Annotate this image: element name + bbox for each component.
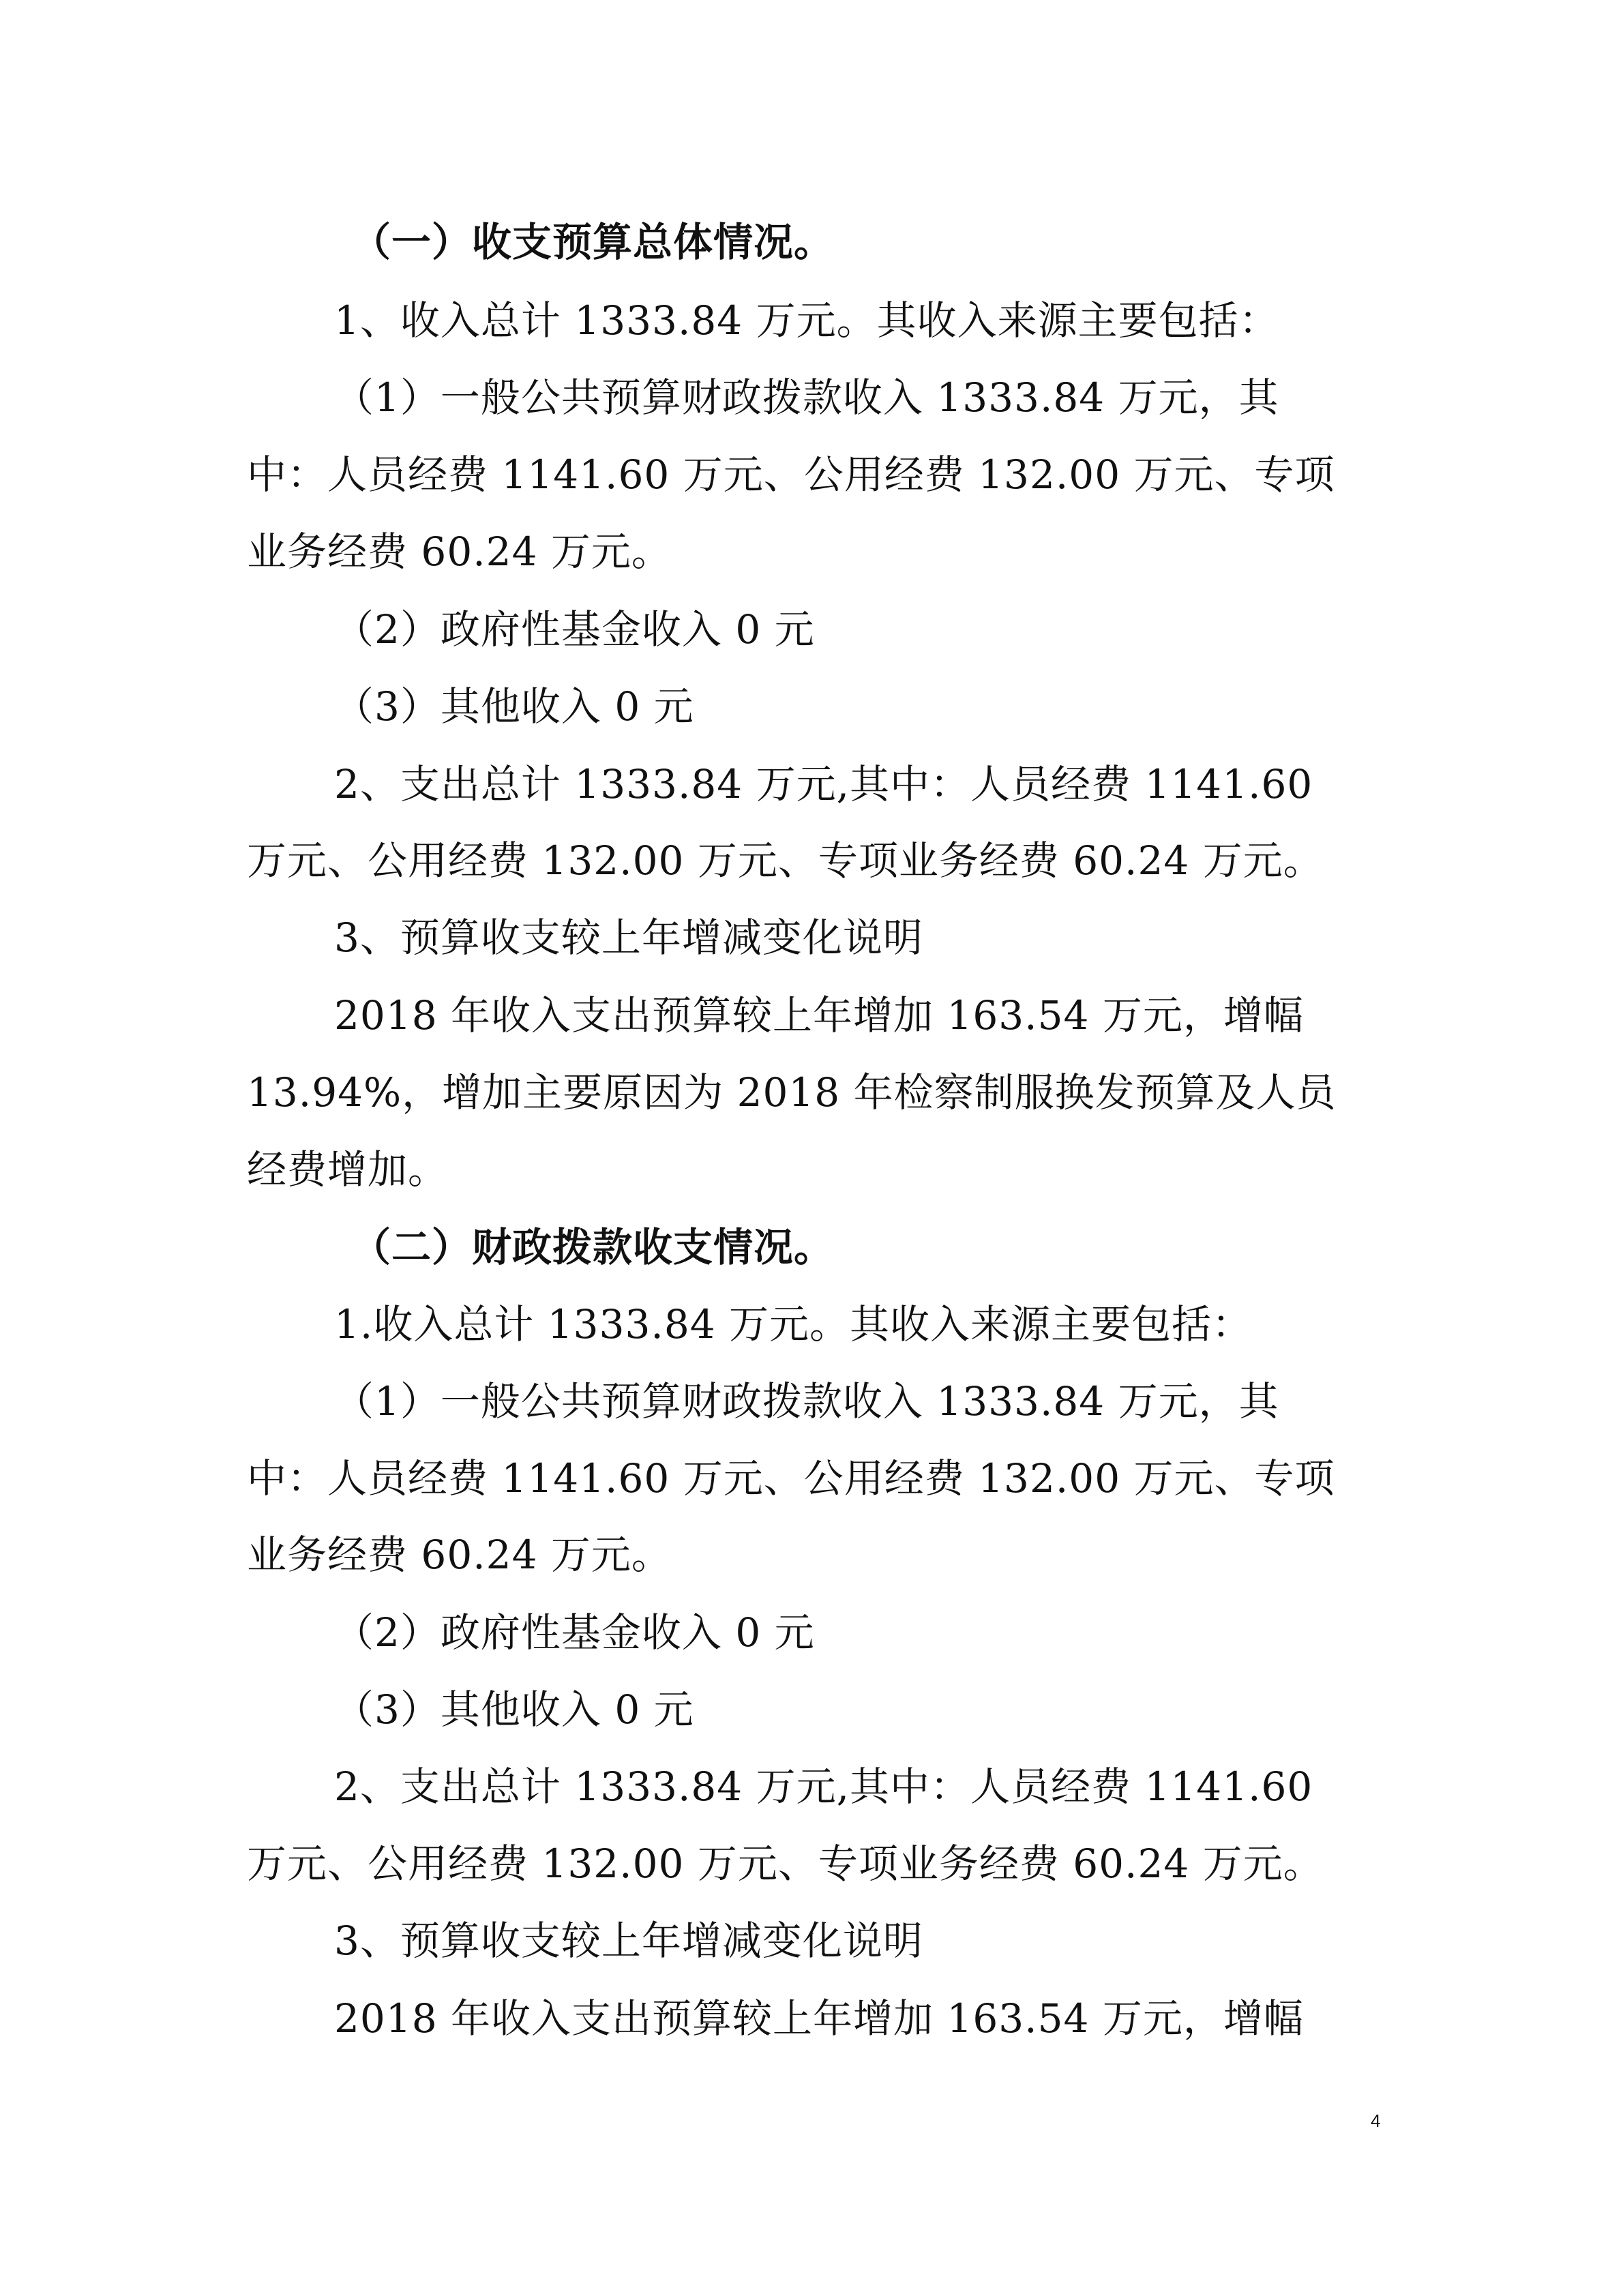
paragraph-line: （1）一般公共预算财政拨款收入 1333.84 万元，其 xyxy=(334,1378,1279,1425)
paragraph-line: 经费增加。 xyxy=(247,1146,449,1193)
paragraph-line: 2、支出总计 1333.84 万元,其中：人员经费 1141.60 xyxy=(334,1763,1313,1810)
paragraph-line: 1.收入总计 1333.84 万元。其收入来源主要包括： xyxy=(334,1301,1253,1347)
paragraph-line: （1）一般公共预算财政拨款收入 1333.84 万元，其 xyxy=(334,374,1279,421)
page-number: 4 xyxy=(1371,2111,1381,2131)
paragraph-line: 2018 年收入支出预算较上年增加 163.54 万元，增幅 xyxy=(334,1995,1304,2042)
paragraph-line: （3）其他收入 0 元 xyxy=(334,1686,694,1733)
paragraph-line: 中：人员经费 1141.60 万元、公用经费 132.00 万元、专项 xyxy=(247,1455,1335,1502)
paragraph-line: 万元、公用经费 132.00 万元、专项业务经费 60.24 万元。 xyxy=(247,1840,1324,1887)
paragraph-line: 业务经费 60.24 万元。 xyxy=(247,528,672,575)
paragraph-line: 13.94%，增加主要原因为 2018 年检察制服换发预算及人员 xyxy=(247,1069,1337,1116)
paragraph-line: （2）政府性基金收入 0 元 xyxy=(334,606,815,653)
paragraph-line: （3）其他收入 0 元 xyxy=(334,683,694,730)
paragraph-line: 3、预算收支较上年增减变化说明 xyxy=(334,1918,923,1964)
paragraph-line: 中：人员经费 1141.60 万元、公用经费 132.00 万元、专项 xyxy=(247,451,1335,498)
paragraph-line: 2018 年收入支出预算较上年增加 163.54 万元，增幅 xyxy=(334,992,1304,1039)
paragraph-line: 3、预算收支较上年增减变化说明 xyxy=(334,914,923,961)
paragraph-line: 业务经费 60.24 万元。 xyxy=(247,1532,672,1578)
paragraph-line: （2）政府性基金收入 0 元 xyxy=(334,1609,815,1656)
section-heading-appropriation: （二）财政拨款收支情况。 xyxy=(351,1224,835,1270)
paragraph-line: 1、收入总计 1333.84 万元。其收入来源主要包括： xyxy=(334,297,1279,344)
section-heading-overall: （一）收支预算总体情况。 xyxy=(351,219,835,265)
paragraph-line: 万元、公用经费 132.00 万元、专项业务经费 60.24 万元。 xyxy=(247,837,1324,884)
paragraph-line: 2、支出总计 1333.84 万元,其中：人员经费 1141.60 xyxy=(334,761,1313,807)
